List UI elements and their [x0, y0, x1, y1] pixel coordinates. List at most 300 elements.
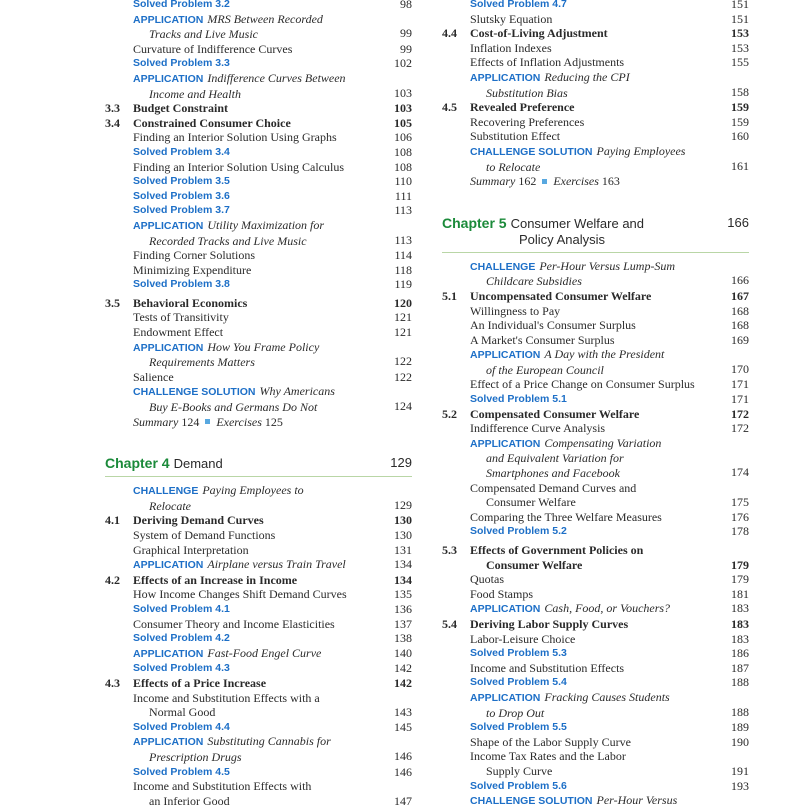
entry-title — [105, 101, 412, 116]
entry-title — [442, 115, 749, 130]
solved-problem-entry[interactable] — [105, 765, 412, 780]
feature-entry[interactable] — [442, 144, 749, 174]
entry-line: Effects of Inflation Adjustments — [470, 55, 625, 70]
feature-tag: APPLICATION — [470, 71, 541, 84]
entry-line: Effects of an Increase in Income — [133, 572, 298, 587]
summary-text — [442, 174, 749, 189]
page-number: 103 — [394, 85, 412, 100]
page-number: 146 — [394, 748, 412, 763]
subsection-entry[interactable] — [105, 130, 412, 145]
page-number: 119 — [394, 277, 412, 292]
entry-line: Solved Problem 4.4 — [133, 720, 230, 733]
page-number: 122 — [394, 354, 412, 369]
feature-tag: APPLICATION — [470, 349, 541, 362]
entry-line: of the European Council — [486, 362, 604, 377]
entry-title — [442, 70, 749, 100]
entry-line — [133, 483, 412, 499]
entry-title — [105, 734, 412, 764]
page-number: 134 — [394, 557, 412, 572]
entry-title — [105, 528, 412, 543]
entry-line: Solved Problem 5.5 — [470, 721, 567, 734]
section-number: 3.3 — [105, 101, 120, 116]
feature-entry[interactable] — [105, 483, 412, 513]
entry-line — [470, 144, 749, 160]
feature-entry[interactable] — [105, 340, 412, 370]
page-number: 114 — [394, 248, 412, 263]
page-number: 168 — [731, 303, 749, 318]
entry-line: Finding Corner Solutions — [133, 248, 256, 263]
feature-entry[interactable] — [442, 70, 749, 100]
page-number: 137 — [394, 616, 412, 631]
entry-text: Fracking Causes Students — [544, 689, 670, 704]
entry-line: Labor-Leisure Choice — [470, 631, 576, 646]
entry-title — [105, 218, 412, 248]
page-number: 151 — [731, 11, 749, 26]
entry-title — [442, 510, 749, 525]
entry-title — [442, 392, 749, 407]
subsection-entry[interactable] — [442, 421, 749, 436]
entry-line — [133, 71, 412, 87]
page-number: 167 — [731, 288, 749, 303]
page-number: 159 — [731, 100, 749, 115]
feature-entry[interactable] — [105, 557, 412, 573]
entry-title — [442, 524, 749, 539]
feature-tag: APPLICATION — [133, 647, 204, 660]
entry-line: Tracks and Live Music — [149, 27, 258, 42]
summary-line[interactable] — [442, 174, 749, 189]
section-number: 4.2 — [105, 572, 120, 587]
entry-line — [133, 12, 412, 28]
section-entry[interactable] — [105, 296, 412, 311]
feature-entry[interactable] — [442, 793, 749, 809]
entry-line: Endowment Effect — [133, 325, 224, 340]
feature-tag: APPLICATION — [470, 437, 541, 450]
subsection-entry[interactable] — [442, 129, 749, 144]
entry-title — [105, 513, 412, 528]
entry-title — [442, 347, 749, 377]
toc-right-column — [442, 0, 749, 809]
entry-line: Inflation Indexes — [470, 40, 552, 55]
entry-title — [442, 377, 749, 392]
feature-tag: APPLICATION — [470, 691, 541, 704]
section-number: 5.2 — [442, 406, 457, 421]
feature-entry[interactable] — [105, 734, 412, 764]
page-number: 102 — [394, 56, 412, 71]
entry-line: Solved Problem 5.4 — [470, 676, 567, 689]
entry-title — [442, 543, 749, 572]
entry-line: An Individual's Consumer Surplus — [470, 318, 636, 333]
page-number: 183 — [731, 631, 749, 646]
subsection-entry[interactable] — [442, 55, 749, 70]
entry-line: to Relocate — [486, 159, 541, 174]
subsection-entry[interactable] — [105, 42, 412, 57]
page-number: 124 — [394, 399, 412, 414]
subsection-entry[interactable] — [105, 691, 412, 720]
subsection-entry[interactable] — [105, 263, 412, 278]
entry-title — [442, 646, 749, 661]
page-number: 142 — [394, 661, 412, 676]
section-number: 3.4 — [105, 115, 120, 130]
page-number: 130 — [394, 528, 412, 542]
chapter-heading[interactable] — [105, 455, 412, 477]
page-number: 172 — [731, 421, 749, 436]
spacer — [442, 189, 749, 215]
solved-problem-entry[interactable] — [105, 189, 412, 204]
entry-text: Substituting Cannabis for — [207, 734, 331, 749]
solved-problem-entry[interactable] — [105, 631, 412, 646]
entry-line: Tests of Transitivity — [133, 310, 229, 325]
entry-line: Effect of a Price Change on Consumer Surplus — [470, 377, 695, 392]
entry-line — [470, 690, 749, 706]
chapter-label: Chapter 4 — [105, 455, 170, 472]
entry-line: Solved Problem 3.7 — [133, 204, 230, 217]
subsection-entry[interactable] — [442, 587, 749, 602]
page-number: 110 — [394, 174, 412, 189]
feature-tag: APPLICATION — [133, 736, 204, 749]
page-number: 190 — [731, 734, 749, 749]
page-number: 108 — [394, 144, 412, 159]
entry-line: Solved Problem 3.5 — [133, 175, 230, 188]
entry-title — [105, 263, 412, 278]
page-number: 158 — [731, 84, 749, 99]
subsection-entry[interactable] — [442, 661, 749, 676]
page-number: 118 — [394, 262, 412, 277]
feature-tag: CHALLENGE — [133, 485, 199, 498]
entry-text: Paying Employees — [596, 143, 686, 158]
bullet-square-icon — [542, 179, 547, 184]
entry-title — [105, 42, 412, 57]
subsection-entry[interactable] — [442, 572, 749, 587]
page-number: 178 — [731, 524, 749, 539]
subsection-entry[interactable] — [105, 587, 412, 602]
page-number: 188 — [731, 675, 749, 690]
entry-text: A Day with the President — [544, 347, 665, 362]
solved-problem-entry[interactable] — [105, 277, 412, 292]
entry-title — [105, 617, 412, 632]
entry-line: Solved Problem 3.4 — [133, 145, 230, 158]
entry-line: Solved Problem 3.3 — [133, 57, 230, 70]
page-number: 103 — [394, 101, 412, 116]
page-number: 147 — [394, 793, 412, 808]
entry-title — [442, 289, 749, 304]
entry-text: Per-Hour Versus — [596, 793, 678, 808]
page-number: 121 — [394, 325, 412, 340]
chapter-heading[interactable] — [442, 215, 749, 253]
entry-line: Finding an Interior Solution Using Calculus — [133, 159, 344, 174]
solved-problem-entry[interactable] — [442, 779, 749, 794]
feature-entry[interactable] — [442, 347, 749, 377]
page-number: 108 — [394, 159, 412, 174]
subsection-entry[interactable] — [105, 310, 412, 325]
entry-line: to Drop Out — [486, 705, 545, 720]
page-number: 186 — [731, 646, 749, 661]
entry-text: Per-Hour Versus Lump-Sum — [539, 258, 676, 273]
entry-title — [105, 661, 412, 676]
page-number: 122 — [394, 369, 412, 384]
entry-line: Supply Curve — [486, 763, 553, 778]
solved-problem-entry[interactable] — [442, 392, 749, 407]
entry-title — [442, 601, 749, 617]
entry-title — [442, 333, 749, 348]
entry-title — [105, 691, 412, 720]
subsection-entry[interactable] — [105, 370, 412, 385]
section-entry[interactable] — [442, 407, 749, 422]
chapter-label: Chapter 5 — [442, 214, 507, 231]
page-number: 113 — [394, 203, 412, 218]
summary-line[interactable] — [105, 415, 412, 430]
page-number: 187 — [731, 660, 749, 675]
entry-line: Solved Problem 4.5 — [133, 765, 230, 778]
bullet-square-icon — [205, 419, 210, 424]
entry-line: Comparing the Three Welfare Measures — [470, 509, 662, 524]
solved-problem-entry[interactable] — [442, 646, 749, 661]
page-number: 163 — [601, 174, 620, 189]
entry-title — [442, 720, 749, 735]
solved-problem-entry[interactable] — [442, 720, 749, 735]
feature-entry[interactable] — [105, 12, 412, 42]
page-number: 125 — [264, 414, 283, 429]
section-entry[interactable] — [105, 676, 412, 691]
solved-problem-entry[interactable] — [105, 56, 412, 71]
solved-problem-entry[interactable] — [442, 0, 749, 12]
page-number: 181 — [731, 586, 749, 601]
section-entry[interactable] — [105, 513, 412, 528]
entry-line: Salience — [133, 369, 174, 384]
entry-line: Normal Good — [149, 705, 216, 720]
subsection-entry[interactable] — [105, 160, 412, 175]
subsection-entry[interactable] — [442, 318, 749, 333]
section-entry[interactable] — [105, 116, 412, 131]
page-number: 191 — [731, 763, 749, 778]
page-number: 130 — [394, 513, 412, 528]
feature-entry[interactable] — [442, 601, 749, 617]
entry-line: Buy E-Books and Germans Do Not — [149, 400, 318, 415]
page-number: 160 — [731, 129, 749, 144]
page-number: 189 — [731, 720, 749, 735]
section-number: 4.3 — [105, 675, 120, 690]
page-number: 135 — [394, 587, 412, 602]
entry-line: Willingness to Pay — [470, 303, 561, 318]
entry-title — [442, 617, 749, 632]
subsection-entry[interactable] — [105, 248, 412, 263]
feature-entry[interactable] — [105, 384, 412, 414]
entry-text: How You Frame Policy — [207, 339, 320, 354]
page-number: 142 — [394, 675, 412, 690]
subsection-entry[interactable] — [442, 377, 749, 392]
entry-line: Consumer Welfare — [486, 495, 576, 510]
entry-line: Smartphones and Facebook — [486, 466, 620, 481]
entry-line: Solved Problem 5.1 — [470, 393, 567, 406]
entry-title — [442, 407, 749, 422]
entry-line: Recovering Preferences — [470, 114, 585, 129]
page-number: 153 — [731, 26, 749, 41]
entry-line: Minimizing Expenditure — [133, 262, 252, 277]
entry-line: Substitution Effect — [470, 129, 561, 144]
page-number: 140 — [394, 645, 412, 660]
solved-problem-entry[interactable] — [105, 720, 412, 735]
feature-entry[interactable] — [105, 646, 412, 662]
section-entry[interactable] — [105, 573, 412, 588]
page-number: 129 — [390, 455, 412, 471]
entry-title — [105, 0, 412, 12]
entry-title — [442, 481, 749, 510]
entry-text: Paying Employees to — [202, 483, 304, 498]
page-number: 111 — [394, 188, 412, 203]
subsection-entry[interactable] — [105, 543, 412, 558]
entry-title — [105, 676, 412, 691]
page-number: 99 — [400, 26, 412, 41]
subsection-entry[interactable] — [442, 12, 749, 27]
entry-text: Utility Maximization for — [207, 217, 325, 232]
page-number: 136 — [394, 601, 412, 616]
entry-title — [442, 259, 749, 289]
feature-tag: CHALLENGE SOLUTION — [133, 386, 256, 399]
page-number: 179 — [731, 572, 749, 587]
entry-line: A Market's Consumer Surplus — [470, 332, 615, 347]
page-number: 131 — [394, 542, 412, 557]
entry-line: Behavioral Economics — [133, 295, 248, 310]
page-number: 106 — [394, 130, 412, 145]
entry-line: How Income Changes Shift Demand Curves — [133, 587, 347, 602]
entry-line: Solved Problem 4.7 — [470, 0, 567, 10]
subsection-entry[interactable] — [105, 617, 412, 632]
summary-label: Summary — [133, 414, 179, 429]
entry-line — [470, 793, 749, 809]
entry-title — [442, 793, 749, 809]
entry-line: Quotas — [470, 572, 504, 587]
solved-problem-entry[interactable] — [105, 661, 412, 676]
section-entry[interactable] — [442, 543, 749, 572]
entry-text: Airplane versus Train Travel — [207, 557, 346, 572]
section-entry[interactable] — [442, 289, 749, 304]
subsection-entry[interactable] — [442, 735, 749, 750]
entry-line: Compensated Demand Curves and — [470, 480, 637, 495]
feature-entry[interactable] — [105, 218, 412, 248]
entry-line: Curvature of Indifference Curves — [133, 41, 293, 56]
subsection-entry[interactable] — [442, 41, 749, 56]
page-number: 124 — [181, 414, 200, 429]
entry-title — [442, 436, 749, 481]
page-number: 176 — [731, 509, 749, 524]
section-number: 3.5 — [105, 295, 120, 310]
entry-line: Income Tax Rates and the Labor — [470, 749, 626, 764]
page-number: 188 — [731, 704, 749, 719]
entry-line: Graphical Interpretation — [133, 542, 249, 557]
entry-title — [442, 12, 749, 27]
entry-line: Solved Problem 4.3 — [133, 662, 230, 675]
entry-title — [105, 160, 412, 175]
entry-line — [133, 734, 412, 750]
entry-line: an Inferior Good — [149, 793, 230, 808]
section-entry[interactable] — [442, 100, 749, 115]
solved-problem-entry[interactable] — [442, 524, 749, 539]
solved-problem-entry[interactable] — [442, 675, 749, 690]
entry-line: Budget Constraint — [133, 101, 229, 116]
entry-title — [105, 145, 412, 160]
section-entry[interactable] — [442, 617, 749, 632]
entry-line: System of Demand Functions — [133, 528, 276, 542]
subsection-entry[interactable] — [442, 749, 749, 778]
subsection-entry[interactable] — [442, 632, 749, 647]
entry-line — [133, 384, 412, 400]
entry-line: Solved Problem 4.1 — [133, 602, 230, 615]
section-number: 4.5 — [442, 100, 457, 115]
entry-title — [105, 248, 412, 263]
feature-entry[interactable] — [442, 436, 749, 481]
subsection-entry[interactable] — [442, 115, 749, 130]
subsection-entry[interactable] — [105, 528, 412, 543]
subsection-entry[interactable] — [105, 325, 412, 340]
entry-title — [105, 646, 412, 662]
entry-title — [105, 587, 412, 602]
entry-line: Childcare Subsidies — [486, 274, 582, 289]
feature-tag: CHALLENGE — [470, 260, 536, 273]
page-number: 121 — [394, 310, 412, 325]
spacer — [105, 429, 412, 455]
entry-line — [470, 347, 749, 363]
solved-problem-entry[interactable] — [105, 602, 412, 617]
section-entry[interactable] — [442, 26, 749, 41]
feature-entry[interactable] — [442, 690, 749, 720]
feature-entry[interactable] — [105, 71, 412, 101]
chapter-title: Consumer Welfare and — [510, 215, 645, 231]
entry-title — [105, 277, 412, 292]
entry-line: Relocate — [149, 498, 191, 513]
page-number: 171 — [731, 392, 749, 407]
entry-text: MRS Between Recorded — [207, 11, 323, 26]
entry-line: Effects of a Price Increase — [133, 675, 267, 690]
entry-line — [470, 259, 749, 275]
entry-text: Indifference Curves Between — [207, 70, 346, 85]
subsection-entry[interactable] — [442, 481, 749, 510]
page-number: 143 — [394, 705, 412, 720]
subsection-entry[interactable] — [442, 510, 749, 525]
entry-title — [442, 129, 749, 144]
page-number: 120 — [394, 295, 412, 310]
entry-title — [442, 661, 749, 676]
solved-problem-entry[interactable] — [105, 145, 412, 160]
page-number: 174 — [731, 465, 749, 480]
entry-title — [105, 631, 412, 646]
feature-tag: CHALLENGE SOLUTION — [470, 795, 593, 808]
entry-line: Uncompensated Consumer Welfare — [470, 288, 652, 303]
entry-title — [442, 55, 749, 70]
subsection-entry[interactable] — [105, 779, 412, 808]
solved-problem-entry[interactable] — [105, 203, 412, 218]
entry-line: Solved Problem 3.2 — [133, 0, 230, 10]
entry-line — [133, 340, 412, 356]
subsection-entry[interactable] — [442, 304, 749, 319]
section-entry[interactable] — [105, 101, 412, 116]
entry-title — [105, 325, 412, 340]
feature-entry[interactable] — [442, 259, 749, 289]
entry-line — [470, 70, 749, 86]
section-number: 4.1 — [105, 513, 120, 528]
entry-title — [105, 765, 412, 780]
subsection-entry[interactable] — [442, 333, 749, 348]
page-number: 168 — [731, 318, 749, 333]
entry-title — [442, 749, 749, 778]
solved-problem-entry[interactable] — [105, 0, 412, 12]
feature-tag: APPLICATION — [470, 603, 541, 616]
solved-problem-entry[interactable] — [105, 174, 412, 189]
section-number: 5.4 — [442, 616, 457, 631]
entry-line: Income and Health — [149, 86, 241, 101]
page-number: 153 — [731, 40, 749, 55]
entry-line: Constrained Consumer Choice — [133, 115, 291, 130]
entry-line: Solved Problem 5.6 — [470, 779, 567, 792]
entry-title — [442, 675, 749, 690]
